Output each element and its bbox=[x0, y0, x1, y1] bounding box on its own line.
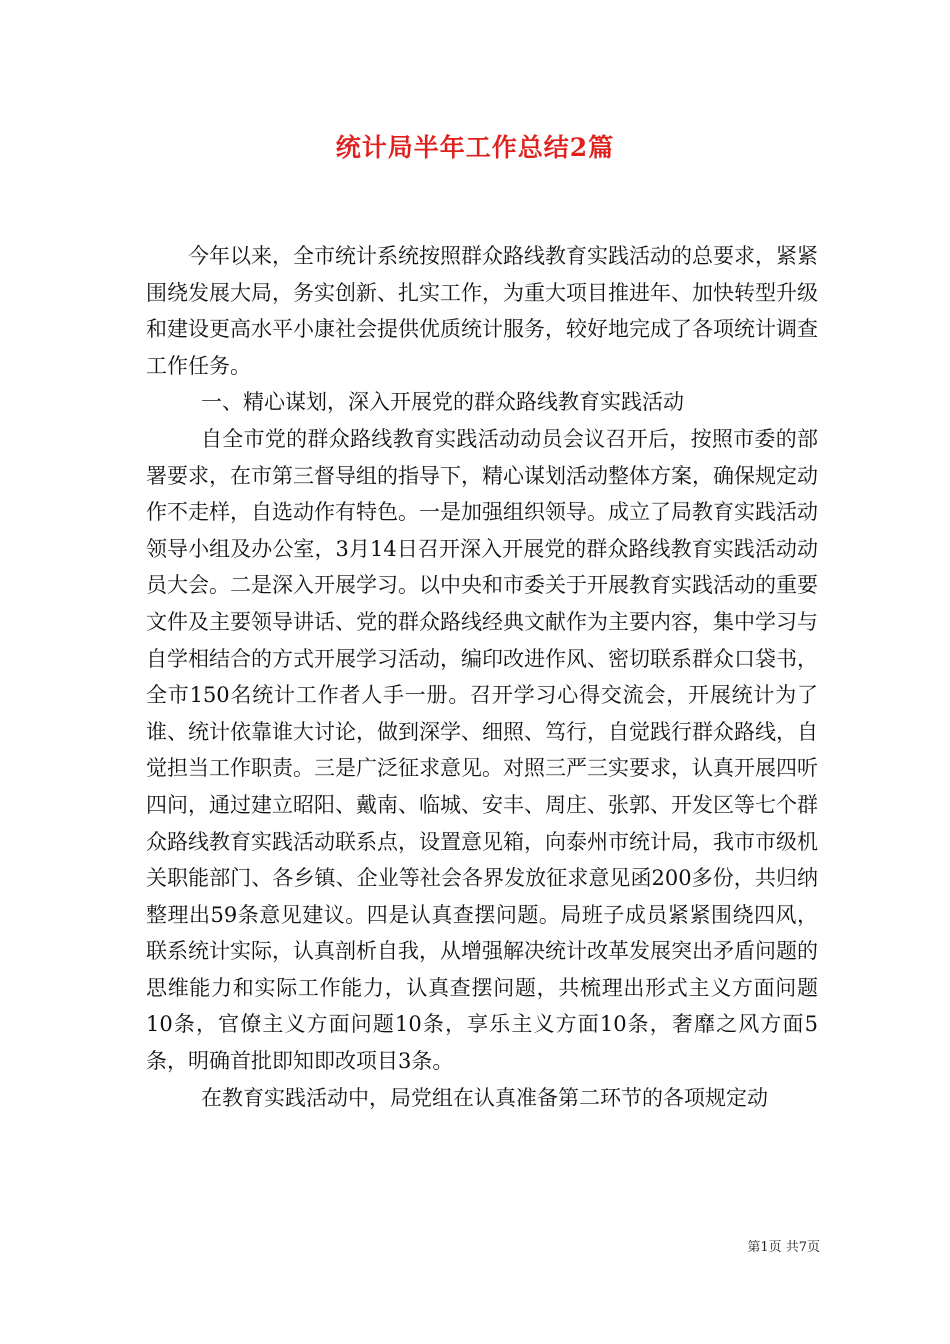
intro-paragraph: 今年以来，全市统计系统按照群众路线教育实践活动的总要求，紧紧围绕发展大局，务实创新、扎实工作，为重大项目推进年、加快转型升级和建设更高水平小康社会提供优质统计服务，较好地完成了各项统计调查工作任务。 bbox=[146, 244, 818, 378]
section-heading: 一、精心谋划，深入开展党的群众路线教育实践活动 bbox=[201, 390, 684, 415]
body-paragraph: 自全市党的群众路线教育实践活动动员会议召开后，按照市委的部署要求，在市第三督导组的指导下，精心谋划活动整体方案，确保规定动作不走样，自选动作有特色。一是加强组织领导。成立了局教育实践活动领导小组及办公室，3月14日召开深入开展党的群众路线教育实践活动动员大会。二是深入开展学习。以中央和市委关于开展教育实践活动的重要文件及主要领导讲话、党的群众路线经典文献作为主要内容，集中学习与自学相结合的方式开展学习活动，编印改进作风、密切联系群众口袋书，全市150名统计工作者人手一册。召开学习心得交流会，开展统计为了谁、统计依靠谁大讨论，做到深学、细照、笃行，自觉践行群众路线，自觉担当工作职责。三是广泛征求意见。对照三严三实要求，认真开展四听四问，通过建立昭阳、戴南、临城、安丰、周庄、张郭、开发区等七个群众路线教育实践活动联系点，设置意见箱，向泰州市统计局，我市市级机关职能部门、各乡镇、企业等社会各界发放征求意见函200多份，共归纳整理出59条意见建议。四是认真查摆问题。局班子成员紧紧围绕四风，联系统计实际，认真剖析自我，从增强解决统计改革发展突出矛盾问题的思维能力和实际工作能力，认真查摆问题，共梳理出形式主义方面问题10条，官僚主义方面问题10条，享乐主义方面10条，奢靡之风方面5条，明确首批即知即改项目3条。 bbox=[146, 426, 818, 1074]
body-paragraph-continued: 在教育实践活动中，局党组在认真准备第二环节的各项规定动 bbox=[201, 1085, 768, 1110]
document-title: 统计局半年工作总结2篇 bbox=[335, 133, 615, 162]
page-number: 第1页 共7页 bbox=[747, 1240, 820, 1255]
document-body bbox=[146, 238, 818, 1116]
